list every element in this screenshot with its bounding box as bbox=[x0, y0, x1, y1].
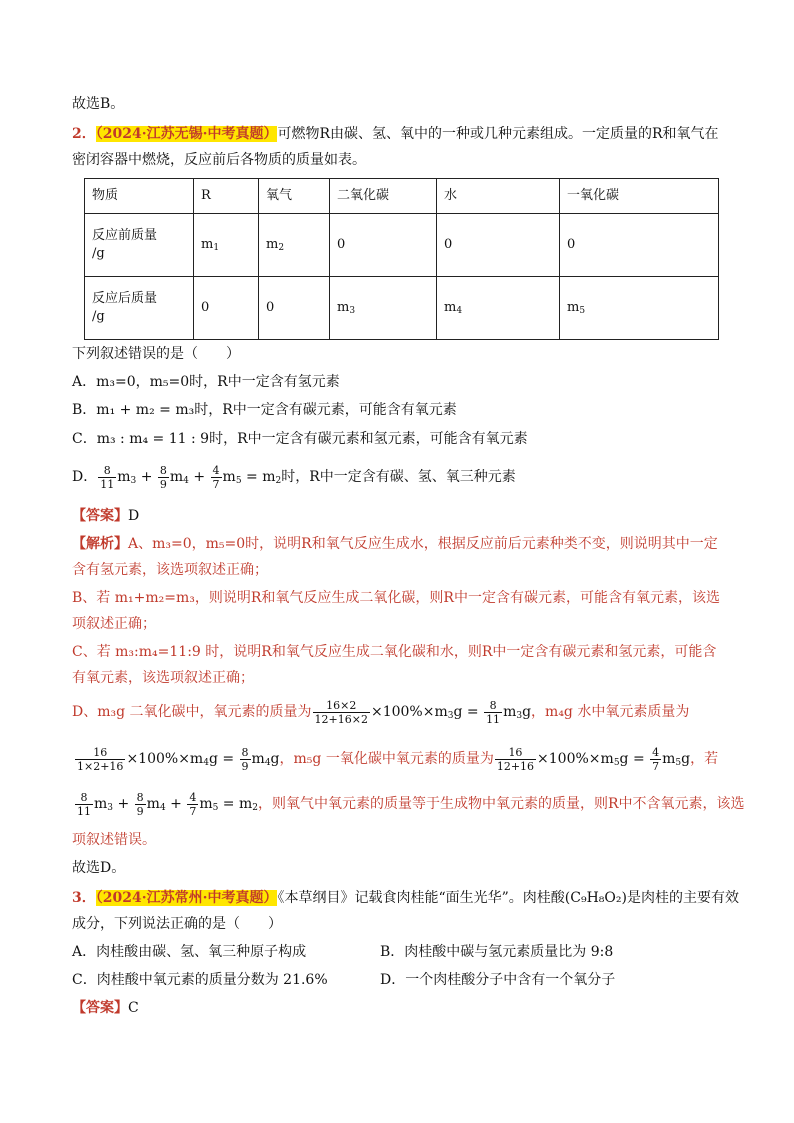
analysis-b-line-2: 项叙述正确； bbox=[72, 616, 156, 632]
fraction: $\frac{16\times 2}{12+16\times 2}$ bbox=[314, 698, 368, 726]
table-cell: $m_4$ bbox=[437, 277, 560, 340]
option-d-text: 时，R中一定含有碳、氢、氧三种元素 bbox=[281, 469, 516, 485]
row-label-unit: /g bbox=[92, 309, 105, 324]
q3-option-d: D．一个肉桂酸分子中含有一个氧分子 bbox=[380, 972, 616, 988]
answer-label: 【答案】 bbox=[72, 508, 128, 524]
q3-number: 3． bbox=[72, 890, 96, 906]
q2-option-d: D． $\frac{8}{11}$ $m_3$ + $\frac{8}{9}$ $m_4$ + $\frac{4}{7}$ $m_5 = m_2$时，R中一定含有碳、氢、氧三种元素 bbox=[72, 463, 516, 491]
q2-option-b: B．m₁ + m₂ = m₃时，R中一定含有碳元素，可能含有氧元素 bbox=[72, 402, 457, 418]
table-row bbox=[85, 214, 719, 277]
analysis-c-line-2: 有氧元素，该选项叙述正确； bbox=[72, 670, 254, 686]
q2-mass-table bbox=[84, 178, 719, 340]
analysis-d-line-2: $\frac{16}{1\times 2+16}$ $\times 100\%\times m_4g$ = $\frac{8}{9}$ $m_4g$，m₅g 一氧化碳中氧元素的质量为 $\frac{16}{12+16}$ $\times 100\%\times m_5g$ = $\frac{4}{7}$ $m_5g$，若 bbox=[77, 745, 719, 773]
analysis-d-line-3: $\frac{8}{11}$ $m_3$ + $\frac{8}{9}$ $m_4$ + $\frac{4}{7}$ $m_5 = m_2$，则氧气中氧元素的质量等于生成物中氧元素的质量，则R中不含氧元素，该选 bbox=[77, 790, 745, 818]
row-label-unit: /g bbox=[92, 246, 105, 261]
fraction: $\frac{8}{9}$ bbox=[241, 745, 249, 773]
analysis-text: A、m₃=0，m₅=0时，说明R和氧气反应生成水，根据反应前后元素种类不变，则说明其中一定 bbox=[128, 536, 718, 552]
q3-option-c: C．肉桂酸中氧元素的质量分数为 21.6% bbox=[72, 972, 328, 988]
analysis-c-line-1: C、若 m₃:m₄=11:9 时，说明R和氧气反应生成二氧化碳和水，则R中一定含有碳元素和氢元素，可能含 bbox=[72, 644, 717, 660]
analysis-a-line-1 bbox=[72, 534, 718, 554]
table-cell: $m_1$ bbox=[194, 214, 259, 277]
answer-label: 【答案】 bbox=[72, 1000, 128, 1016]
table-header-cell: 二氧化碳 bbox=[330, 179, 437, 214]
previous-conclusion: 故选B。 bbox=[72, 96, 125, 112]
fraction: $\frac{8}{11}$ bbox=[100, 463, 115, 491]
analysis-text: m₄g 水中氧元素质量为 bbox=[545, 704, 690, 720]
table-cell: $m_3$ bbox=[330, 277, 437, 340]
fraction: $\frac{8}{11}$ bbox=[486, 698, 501, 726]
analysis-text: ，则氧气中氧元素的质量等于生成物中氧元素的质量，则R中不含氧元素，该选 bbox=[257, 796, 745, 812]
table-header-cell: 物质 bbox=[85, 179, 194, 214]
q3-stem-line-1 bbox=[72, 888, 739, 908]
q2-option-c: C．m₃ : m₄ = 11 : 9时，R中一定含有碳元素和氢元素，可能含有氧元素 bbox=[72, 431, 528, 447]
analysis-text: ，若 bbox=[690, 751, 719, 767]
analysis-d-line-4: 项叙述错误。 bbox=[72, 832, 156, 848]
analysis-text: m₅g 一氧化碳中氧元素的质量为 bbox=[293, 751, 494, 767]
fraction: $\frac{4}{7}$ bbox=[212, 463, 220, 491]
q3-source-badge: （2024·江苏常州·中考真题） bbox=[95, 890, 278, 906]
table-cell: 0 bbox=[437, 214, 560, 277]
table-row bbox=[85, 179, 719, 214]
table-cell: 0 bbox=[194, 277, 259, 340]
q2-source-badge: （2024·江苏无锡·中考真题） bbox=[95, 126, 278, 142]
analysis-b-line-1: B、若 m₁+m₂=m₃，则说明R和氧气反应生成二氧化碳，则R中一定含有碳元素，可能含有氧元素，该选 bbox=[72, 590, 720, 606]
q2-conclusion: 故选D。 bbox=[72, 860, 126, 876]
fraction: $\frac{4}{7}$ bbox=[652, 745, 660, 773]
q3-stem-text-1: 《本草纲目》记载食肉桂能“面生光华”。肉桂酸(C₉H₈O₂)是肉桂的主要有效 bbox=[277, 890, 739, 906]
q3-stem-line-2: 成分，下列说法正确的是（ ） bbox=[72, 916, 282, 932]
q2-answer-line bbox=[72, 506, 139, 526]
table-cell: $m_2$ bbox=[259, 214, 330, 277]
table-header-cell: 一氧化碳 bbox=[560, 179, 719, 214]
fraction: $\frac{8}{9}$ bbox=[159, 463, 167, 491]
q3-option-a: A．肉桂酸由碳、氢、氧三种原子构成 bbox=[72, 944, 307, 960]
analysis-text: D、m₃g 二氧化碳中，氧元素的质量为 bbox=[72, 704, 312, 720]
fraction: $\frac{8}{9}$ bbox=[136, 790, 144, 818]
answer-value: D bbox=[128, 508, 140, 524]
q3-options-row-1 bbox=[72, 942, 712, 962]
row-label-text: 反应后质量 bbox=[92, 291, 158, 306]
fraction: $\frac{16}{1\times 2+16}$ bbox=[77, 745, 124, 773]
q2-stem-line-1 bbox=[72, 124, 719, 144]
q2-number: 2． bbox=[72, 126, 96, 142]
fraction: $\frac{16}{12+16}$ bbox=[496, 745, 535, 773]
table-cell: 0 bbox=[259, 277, 330, 340]
table-cell: $m_5$ bbox=[560, 277, 719, 340]
table-row-label bbox=[85, 214, 194, 277]
table-cell: 0 bbox=[560, 214, 719, 277]
answer-value: C bbox=[128, 1000, 139, 1016]
analysis-a-line-2: 含有氢元素，该选项叙述正确； bbox=[72, 562, 268, 578]
q2-option-a: A．m₃=0，m₅=0时，R中一定含有氢元素 bbox=[72, 374, 340, 390]
q2-stem-text-1: 可燃物R由碳、氢、氧中的一种或几种元素组成。一定质量的R和氧气在 bbox=[277, 126, 719, 142]
table-cell: 0 bbox=[330, 214, 437, 277]
analysis-label: 【解析】 bbox=[72, 536, 128, 552]
analysis-d-line-1: D、m₃g 二氧化碳中，氧元素的质量为 $\frac{16\times 2}{12+16\times 2}$ $\times 100\%\times m_3g$ = $\frac{8}{11}$ $m_3g$，m₄g 水中氧元素质量为 bbox=[72, 698, 690, 726]
q3-options-row-2 bbox=[72, 970, 712, 990]
q3-answer-line bbox=[72, 998, 139, 1018]
fraction: $\frac{4}{7}$ bbox=[189, 790, 197, 818]
q2-prompt: 下列叙述错误的是（ ） bbox=[72, 346, 240, 362]
table-row bbox=[85, 277, 719, 340]
q3-option-b: B．肉桂酸中碳与氢元素质量比为 9:8 bbox=[380, 944, 614, 960]
q2-stem-line-2: 密闭容器中燃烧，反应前后各物质的质量如表。 bbox=[72, 152, 366, 168]
row-label-text: 反应前质量 bbox=[92, 228, 158, 243]
table-header-cell: R bbox=[194, 179, 259, 214]
table-header-cell: 水 bbox=[437, 179, 560, 214]
fraction: $\frac{8}{11}$ bbox=[77, 790, 91, 818]
table-row-label bbox=[85, 277, 194, 340]
table-header-cell: 氧气 bbox=[259, 179, 330, 214]
